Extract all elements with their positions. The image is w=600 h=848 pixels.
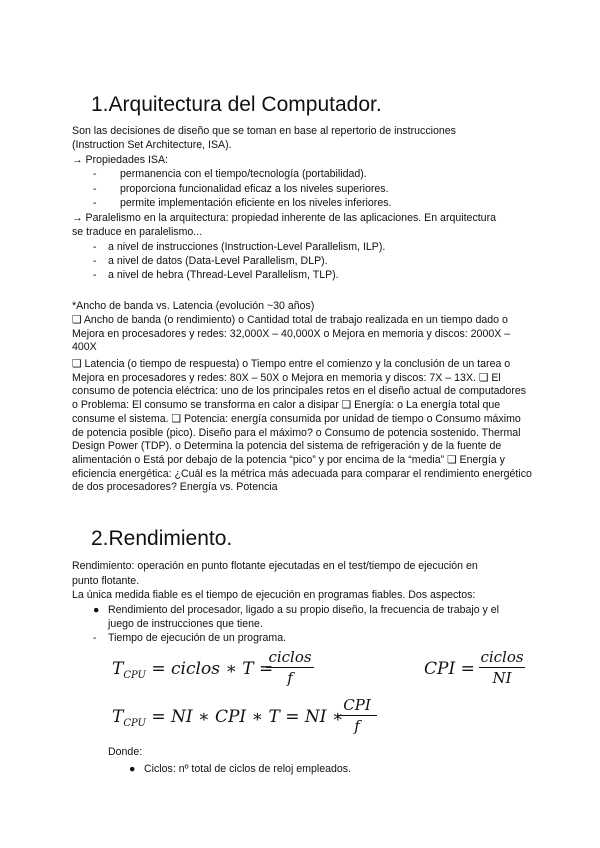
- parallel-item: a nivel de datos (Data-Level Parallelism, DLP).: [108, 255, 328, 267]
- dash-bullet: -: [93, 197, 97, 209]
- isa-item: proporciona funcionalidad eficaz a los niveles superiores.: [120, 183, 389, 195]
- dash-bullet: -: [93, 632, 97, 644]
- round-bullet: ●: [93, 604, 100, 616]
- equation-2-fraction: ciclos NI: [480, 648, 524, 687]
- isa-heading: → Propiedades ISA:: [72, 154, 168, 166]
- donde-label: Donde:: [108, 746, 143, 758]
- definition-line-1: Rendimiento: operación en punto flotante ejecutadas en el test/tiempo de ejecución en: [72, 560, 478, 572]
- equation-cpi-lhs: CPI =: [424, 659, 475, 679]
- isa-item: permanencia con el tiempo/tecnología (portabilidad).: [120, 168, 367, 180]
- latency-paragraph: ❑ Latencia (o tiempo de respuesta) o Tiempo entre el comienzo y la conclusión de un tarea o Mejora en procesadores y redes: 80X – 50X o Mejora en memoria y discos: 7X – 13X. ❑ El consumo de potencia eléctrica: uno de los principales retos en el diseño actual de computadores o Problema: El consumo se transforma en calor a disipar ❑ Energía: o La energía total que consume el sistema. ❑ Potencia: energía consumida por unidad de tiempo o Consumo máximo de potencia posible (pico). Diseño para el máximo? o Consumo de potencia sostenido. Thermal Design Power (TDP). o Determina la potencia del sistema de refrigeración y de la fuente de alimentación o Está por debajo de la potencia “pico” y por encima de la “media” ❑ Energía y eficiencia energética: ¿Cuál es la métrica más adecuada para comparar el rendimiento energético de dos procesadores? Energía vs. Potencia: [72, 358, 532, 494]
- bandwidth-paragraph: ❑ Ancho de banda (o rendimiento) o Cantidad total de trabajo realizada en un tiempo dado o Mejora en procesadores y redes: 32,000X – 40,000X o Mejora en memoria y discos: 2000X – 400X: [72, 314, 511, 354]
- parallel-item: a nivel de instrucciones (Instruction-Level Parallelism, ILP).: [108, 241, 386, 253]
- dash-bullet: -: [93, 183, 97, 195]
- aspect-1-line-1: Rendimiento del procesador, ligado a su propio diseño, la frecuencia de trabajo y el: [108, 604, 500, 616]
- dash-bullet: -: [93, 255, 97, 267]
- measure-line: La única medida fiable es el tiempo de ejecución en programas fiables. Dos aspectos:: [72, 589, 476, 601]
- equation-1-fraction: ciclos f: [266, 648, 314, 687]
- parallel-line-1: → Paralelismo en la arquitectura: propiedad inherente de las aplicaciones. En arquitectura: [72, 212, 496, 224]
- intro-line-2: (Instruction Set Architecture, ISA).: [72, 139, 232, 151]
- equation-tcpu-full-lhs: $T_{CPU}$ = NI ∗ CPI ∗ T = NI ∗: [112, 707, 344, 729]
- section-1-title: 1.Arquitectura del Computador.: [91, 93, 382, 116]
- equation-3-fraction: CPI f: [337, 696, 377, 735]
- round-bullet: ●: [129, 763, 136, 775]
- aspect-1-line-2: juego de instrucciones que tiene.: [108, 618, 263, 630]
- ciclos-definition: Ciclos: nº total de ciclos de reloj empleados.: [144, 763, 352, 775]
- parallel-item: a nivel de hebra (Thread-Level Parallelism, TLP).: [108, 269, 339, 281]
- definition-line-2: punto flotante.: [72, 575, 140, 587]
- parallel-line-2: se traduce en paralelismo...: [72, 226, 203, 238]
- dash-bullet: -: [93, 269, 97, 281]
- equation-tcpu-lhs: $T_{CPU}$ = ciclos ∗ T =: [112, 659, 274, 681]
- section-2-title: 2.Rendimiento.: [91, 527, 233, 550]
- dash-bullet: -: [93, 241, 97, 253]
- bandwidth-heading: *Ancho de banda vs. Latencia (evolución ~30 años): [72, 300, 315, 312]
- isa-item: permite implementación eficiente en los niveles inferiores.: [120, 197, 392, 209]
- intro-line-1: Son las decisiones de diseño que se toman en base al repertorio de instrucciones: [72, 125, 456, 137]
- aspect-2: Tiempo de ejecución de un programa.: [108, 632, 287, 644]
- dash-bullet: -: [93, 168, 97, 180]
